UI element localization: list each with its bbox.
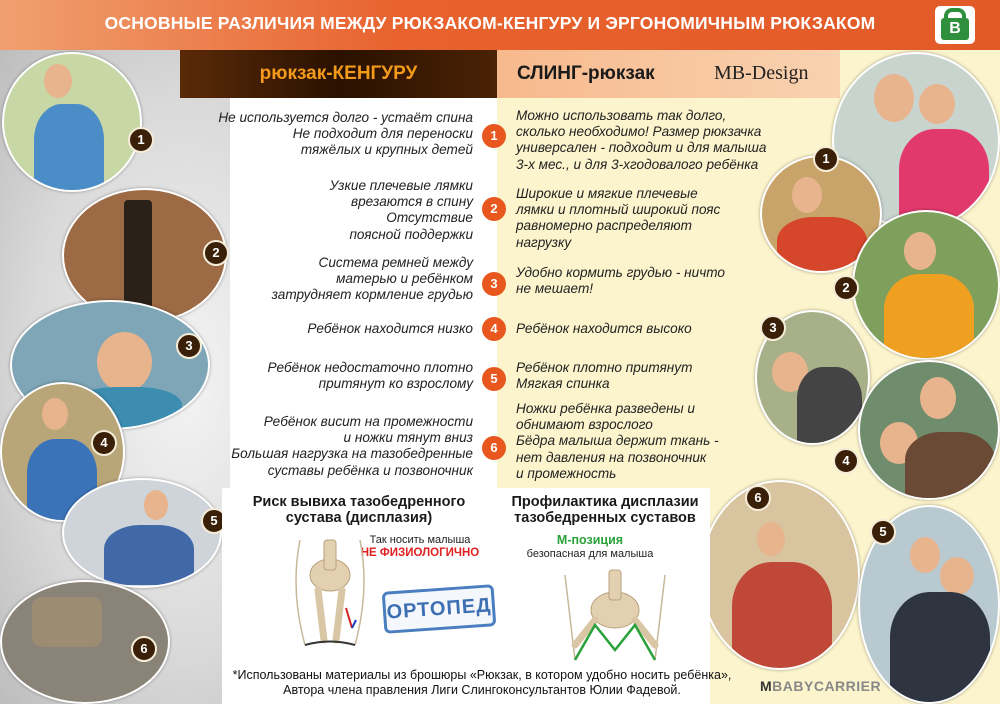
right-photo-number-6: 6: [745, 485, 771, 511]
right-photo-number-3: 3: [760, 315, 786, 341]
left-column-header: [180, 50, 497, 98]
left-item-5: Ребёнок недостаточно плотно притянут ко взрослому: [267, 360, 473, 392]
logo-letter: B: [941, 18, 969, 40]
carrier-brand: MBABYCARRIER: [760, 678, 882, 694]
right-photo-4: [858, 360, 1000, 500]
person-head-icon: [144, 490, 168, 520]
child-head-icon: [919, 84, 955, 124]
left-item-6: Ребёнок висит на промежности и ножки тянут вниз Большая нагрузка на тазобедренные суставы ребёнка и позвоночник: [231, 414, 473, 478]
baby-head-icon: [97, 332, 152, 392]
row-number-4: 4: [482, 317, 506, 341]
left-photo-number-2: 2: [203, 240, 229, 266]
right-column-header: [497, 50, 840, 98]
page-title: ОСНОВНЫЕ РАЗЛИЧИЯ МЕЖДУ РЮКЗАКОМ-КЕНГУРУ И ЭРГОНОМИЧНЫМ РЮКЗАКОМ: [104, 13, 876, 33]
left-item-4: Ребёнок находится низко: [307, 321, 473, 336]
right-item-2: Широкие и мягкие плечевые лямки и плотный широкий пояс равномерно распределяют нагрузку: [516, 186, 721, 250]
left-photo-number-1: 1: [128, 127, 154, 153]
carrier-shape: [905, 432, 995, 500]
carrier-shape: [104, 525, 194, 585]
brand-name: MB-Design: [714, 62, 809, 84]
right-header-label: СЛИНГ-рюкзак: [517, 63, 655, 84]
carrier-shape: [884, 274, 974, 360]
row-number-2: 2: [482, 197, 506, 221]
left-photo-number-4: 4: [91, 430, 117, 456]
right-photo-number-4: 4: [833, 448, 859, 474]
right-photo-2: [852, 210, 1000, 360]
right-photo-number-5: 5: [870, 519, 896, 545]
row-number-5: 5: [482, 367, 506, 391]
logo-handle-icon: [944, 8, 966, 18]
right-item-1: Можно использовать так долго, сколько необходимо! Размер рюкзачка универсален - подходит и для малыша 3-х мес., и для 3-хгодовалого ребёнка: [516, 108, 767, 172]
hip-dysplasia-illustration: [280, 530, 380, 650]
row-number-3: 3: [482, 272, 506, 296]
m-position-illustration: [555, 565, 675, 665]
person-head-icon: [920, 377, 956, 419]
brand-logo: [935, 6, 975, 44]
row-number-1: 1: [482, 124, 506, 148]
carrier-shape: [32, 597, 102, 647]
title-banner: [0, 0, 1000, 50]
left-header-label: рюкзак-КЕНГУРУ: [259, 63, 418, 84]
right-item-5: Ребёнок плотно притянут Мягкая спинка: [516, 360, 693, 392]
risk-title: Риск вывиха тазобедренного сустава (дисплазия): [252, 494, 466, 526]
prevention-title: Профилактика дисплазии тазобедренных суставов: [511, 494, 699, 526]
right-photo-number-2: 2: [833, 275, 859, 301]
right-item-3: Удобно кормить грудью - ничто не мешает!: [516, 265, 725, 297]
orthopedic-stamp: ОРТОПЕД: [382, 584, 497, 634]
person-head-icon: [757, 522, 785, 556]
person-head-icon: [910, 537, 940, 573]
carrier-shape: [890, 592, 990, 704]
person-head-icon: [874, 74, 914, 122]
m-position-label: М-позиция: [556, 533, 624, 547]
left-photo-number-6: 6: [131, 636, 157, 662]
left-item-1: Не используется долго - устаёт спина Не подходит для переноски тяжёлых и крупных детей: [218, 110, 473, 158]
left-photo-number-3: 3: [176, 333, 202, 359]
right-item-4: Ребёнок находится высоко: [516, 321, 692, 336]
person-head-icon: [904, 232, 936, 270]
row-number-6: 6: [482, 436, 506, 460]
left-photo-1: [2, 52, 142, 192]
left-item-3: Система ремней между матерью и ребёнком затрудняет кормление грудью: [271, 255, 473, 303]
person-head-icon: [44, 64, 72, 98]
carrier-shape: [797, 367, 862, 445]
child-head-icon: [940, 557, 974, 595]
left-photo-5: [62, 478, 222, 588]
left-item-2: Узкие плечевые лямки врезаются в спину Отсутствие поясной поддержки: [329, 178, 473, 242]
prevention-caption: безопасная для малыша: [526, 548, 654, 560]
left-photo-number-5: 5: [201, 508, 227, 534]
right-photo-6: [700, 480, 860, 670]
risk-caption: Так носить малыша: [369, 534, 471, 546]
carrier-shape: [732, 562, 832, 670]
right-item-6: Ножки ребёнка разведены и обнимают взрослого Бёдра малыша держит ткань - нет давления на позвоночник и промежность: [516, 401, 719, 481]
footnote: *Использованы материалы из брошюры «Рюкзак, в котором удобно носить ребёнка», Автора члена правления Лиги Слингоконсультантов Юлии Фадевой.: [232, 668, 732, 697]
carrier-shape: [34, 104, 104, 192]
right-photo-number-1: 1: [813, 146, 839, 172]
person-head-icon: [42, 398, 68, 430]
risk-warning: НЕ ФИЗИОЛОГИЧНО: [360, 547, 480, 559]
